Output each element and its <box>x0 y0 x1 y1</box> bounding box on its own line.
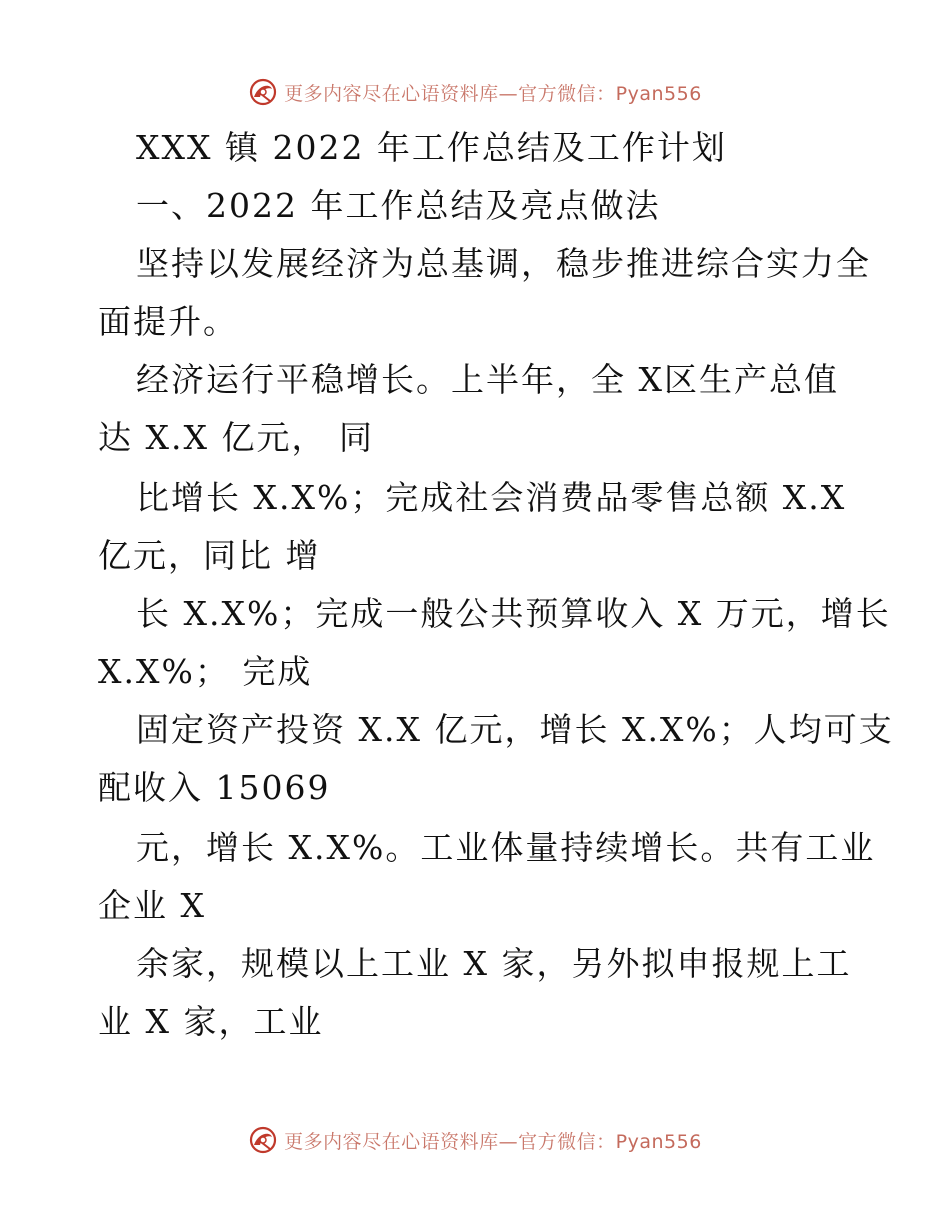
watermark-bottom <box>0 1120 950 1160</box>
paragraph-line: 面提升。 <box>98 302 238 341</box>
paragraph-line: 元，增长 X.X%。工业体量持续增长。共有工业 <box>136 828 876 867</box>
section-heading: 一、2022 年工作总结及亮点做法 <box>136 186 661 225</box>
watermark-text: 更多内容尽在心语资料库—官方微信： <box>284 1130 616 1153</box>
paragraph-line: 经济运行平稳增长。上半年，全 X区生产总值 <box>136 360 839 399</box>
paragraph-line: 企业 X <box>98 886 206 925</box>
paragraph-line: 固定资产投资 X.X 亿元，增长 X.X%；人均可支 <box>136 710 894 749</box>
paragraph-line: 业 X 家，工业 <box>98 1002 324 1041</box>
document-title: XXX 镇 2022 年工作总结及工作计划 <box>136 128 727 167</box>
watermark-id: Pyan556 <box>615 82 702 105</box>
paragraph-line: 坚持以发展经济为总基调，稳步推进综合实力全 <box>136 244 871 283</box>
paragraph-line: 长 X.X%；完成一般公共预算收入 X 万元，增长 <box>136 594 891 633</box>
paragraph-line: 配收入 15069 <box>98 768 331 807</box>
paragraph-line: 达 X.X 亿元， 同 <box>98 418 374 457</box>
watermark-id: Pyan556 <box>615 1130 702 1153</box>
paragraph-line: X.X%； 完成 <box>98 652 313 691</box>
paragraph-line: 余家，规模以上工业 X 家，另外拟申报规上工 <box>136 944 852 983</box>
paragraph-line: 亿元，同比 增 <box>98 536 321 575</box>
watermark-text: 更多内容尽在心语资料库—官方微信： <box>284 82 616 105</box>
logo-swirl-icon <box>248 1125 278 1155</box>
paragraph-line: 比增长 X.X%；完成社会消费品零售总额 X.X <box>136 478 847 517</box>
